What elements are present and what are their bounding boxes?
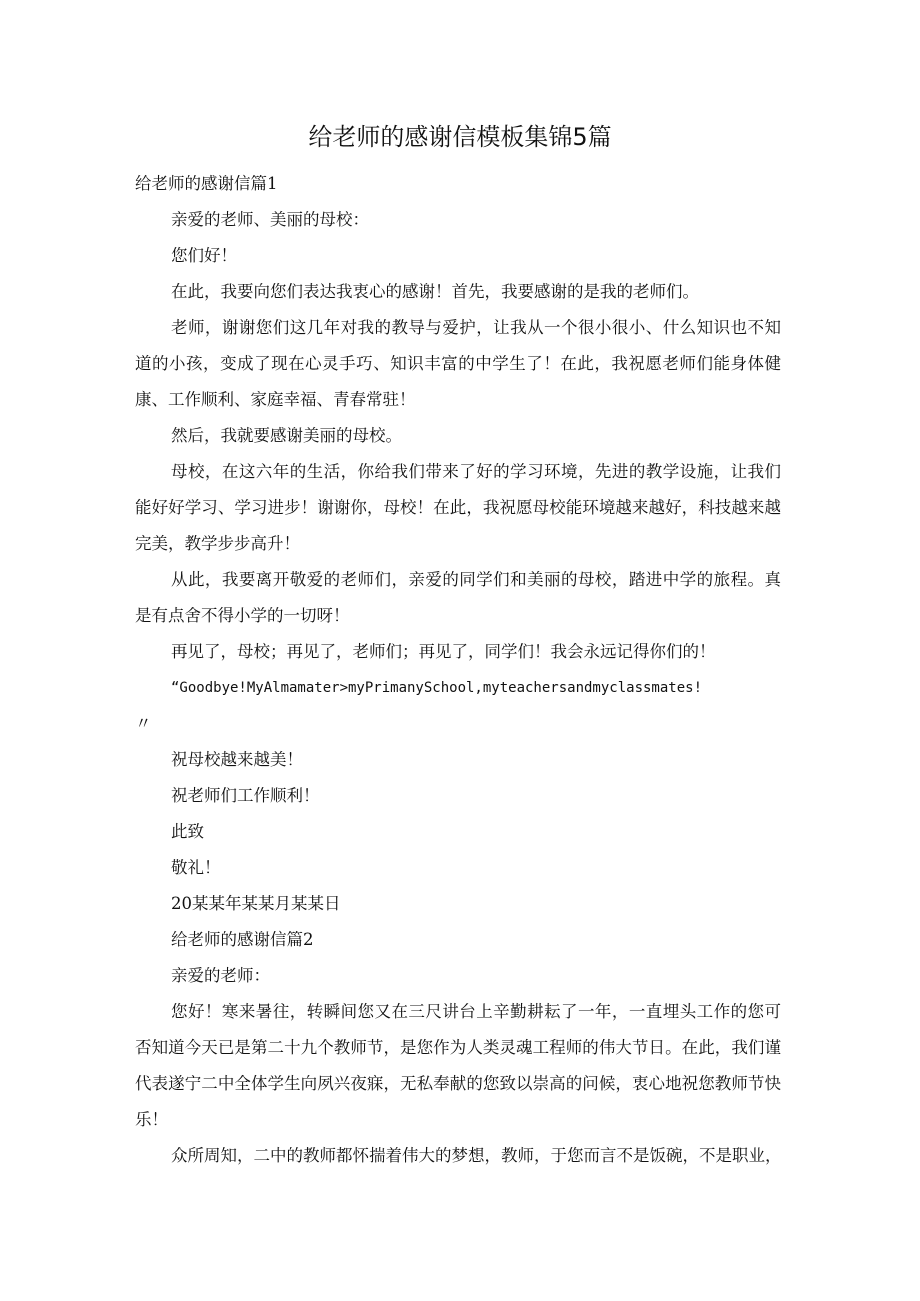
letter1-paragraph-4: 母校，在这六年的生活，你给我们带来了好的学习环境，先进的教学设施，让我们能好好学习、学习进步！谢谢你，母校！在此，我祝愿母校能环境越来越好，科技越来越完美，教学步步高升！ — [135, 462, 781, 553]
letter1-paragraph-5: 从此，我要离开敬爱的老师们，亲爱的同学们和美丽的母校，踏进中学的旅程。真是有点舍不得小学的一切呀！ — [135, 570, 781, 625]
letter2-paragraph-2: 众所周知，二中的教师都怀揣着伟大的梦想，教师，于您而言不是饭碗，不是职业， — [171, 1146, 782, 1165]
letter2-heading: 给老师的感谢信篇2 — [171, 930, 314, 949]
letter1-wish-teachers: 祝老师们工作顺利！ — [171, 786, 320, 805]
document-body — [135, 166, 781, 1174]
letter1-paragraph-1: 在此，我要向您们表达我衷心的感谢！首先，我要感谢的是我的老师们。 — [171, 282, 699, 301]
letter1-heading: 给老师的感谢信篇1 — [135, 174, 278, 193]
letter2-salutation: 亲爱的老师： — [171, 966, 270, 985]
letter1-date: 20某某年某某月某某日 — [171, 894, 341, 913]
letter2-paragraph-1: 您好！寒来暑往，转瞬间您又在三尺讲台上辛勤耕耘了一年，一直埋头工作的您可否知道今天已是第二十九个教师节，是您作为人类灵魂工程师的伟大节日。在此，我们谨代表遂宁二中全体学生向夙兴夜寐，无私奉献的您致以崇高的问候，衷心地祝您教师节快乐！ — [135, 1002, 781, 1129]
document-title: 给老师的感谢信模板集锦5篇 — [308, 123, 612, 151]
letter1-greeting: 您们好！ — [171, 246, 237, 265]
letter1-english-quote: “Goodbye!MyAlmamater>myPrimanySchool,myteachersandmyclassmates! — [171, 680, 703, 696]
letter1-quote-closing-mark: 〃 — [135, 714, 152, 733]
letter1-salutation: 亲爱的老师、美丽的母校： — [171, 210, 369, 229]
letter1-closing-jingli: 敬礼！ — [171, 858, 221, 877]
letter1-paragraph-2: 老师，谢谢您们这几年对我的教导与爱护，让我从一个很小很小、什么知识也不知道的小孩，变成了现在心灵手巧、知识丰富的中学生了！在此，我祝愿老师们能身体健康、工作顺利、家庭幸福、青春常驻！ — [135, 318, 781, 409]
letter1-paragraph-3: 然后，我就要感谢美丽的母校。 — [171, 426, 402, 445]
letter1-wish-school: 祝母校越来越美！ — [171, 750, 303, 769]
letter1-paragraph-6: 再见了，母校；再见了，老师们；再见了，同学们！我会永远记得你们的！ — [171, 642, 716, 661]
letter1-closing-cizhi: 此致 — [171, 822, 204, 841]
